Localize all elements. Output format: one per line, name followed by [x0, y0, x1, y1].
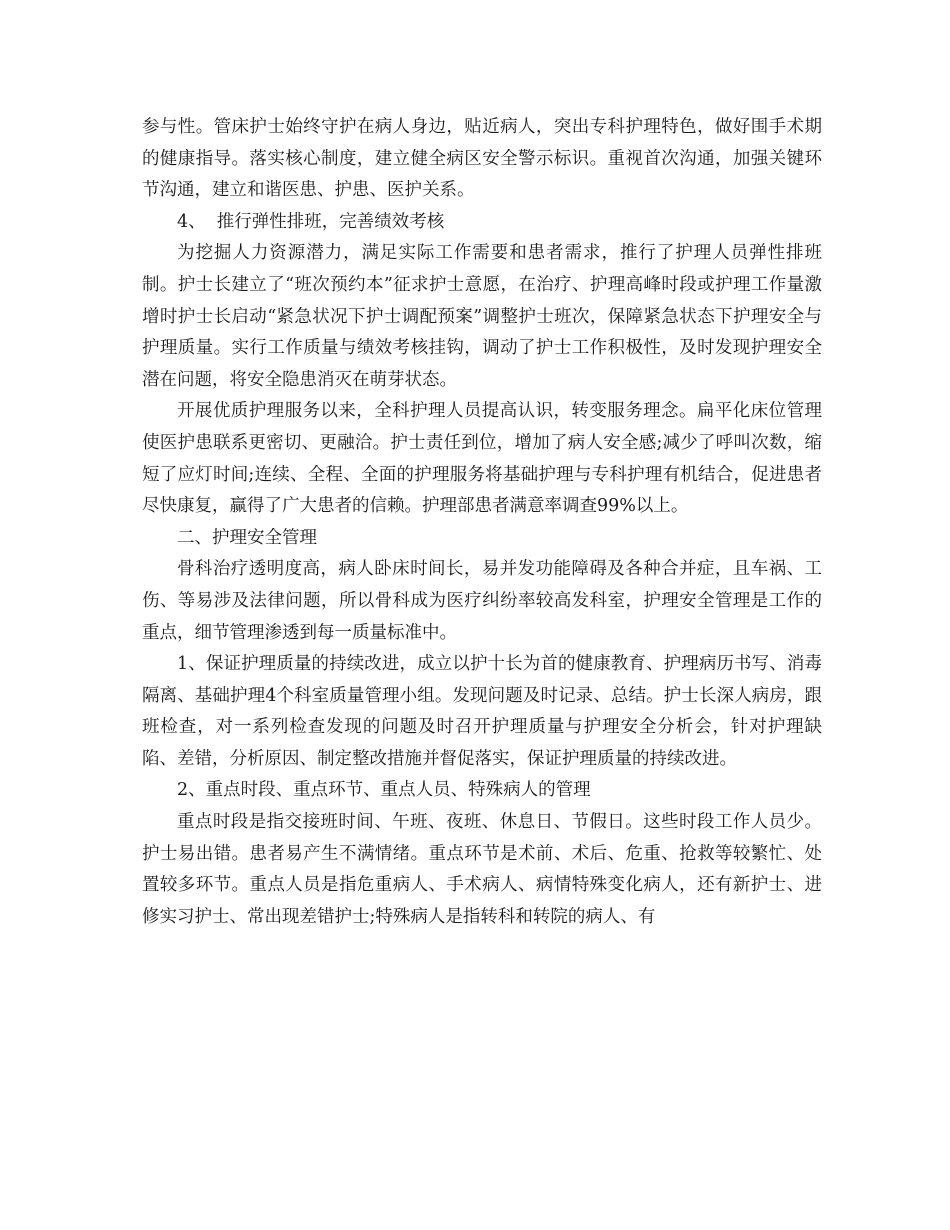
paragraph-flexible-scheduling: 为挖掘人力资源潜力，满足实际工作需要和患者需求，推行了护理人员弹性排班制。护士长建立了“班次预约本”征求护士意愿，在治疗、护理高峰时段或护理工作量激增时护士长启动“紧急状况下护士调配预案”调整护士班次，保障紧急状态下护理安全与护理质量。实行工作质量与绩效考核挂钩，调动了护士工作积极性，及时发现护理安全潜在问题，将安全隐患消灭在萌芽状态。 [142, 243, 822, 390]
paragraph-quality-service: 开展优质护理服务以来，全科护理人员提高认识，转变服务理念。扁平化床位管理使医护患联系更密切、更融洽。护士责任到位，增加了病人安全感;减少了呼叫次数，缩短了应灯时间;连续、全程、全面的护理服务将基础护理与专科护理有机结合，促进患者尽快康复，赢得了广大患者的信赖。护理部患者满意率调查99%以上。 [142, 401, 822, 517]
document-body [142, 112, 822, 933]
paragraph-quality-improvement: 1、保证护理质量的持续改进，成立以护十长为首的健康教育、护理病历书写、消毒隔离、基础护理4个科室质量管理小组。发现问题及时记录、总结。护士长深人病房，跟班检查，对一系列检查发现的问题及时召开护理质量与护理安全分析会，针对护理缺陷、差错，分析原因、制定整改措施并督促落实，保证护理质量的持续改进。 [142, 654, 822, 769]
paragraph-continuation: 参与性。管床护士始终守护在病人身边，贴近病人，突出专科护理特色，做好围手术期的健康指导。落实核心制度，建立健全病区安全警示标识。重视首次沟通，加强关键环节沟通，建立和谐医患、护患、医护关系。 [142, 117, 822, 201]
section-heading-key-periods: 2、重点时段、重点环节、重点人员、特殊病人的管理 [177, 780, 591, 801]
section-heading-flexible-scheduling: 4、 推行弹性排班，完善绩效考核 [177, 211, 445, 232]
section-heading-safety-management: 二、护理安全管理 [177, 527, 317, 548]
paragraph-orthopedics-safety: 骨科治疗透明度高，病人卧床时间长，易并发功能障碍及各种合并症，且车祸、工伤、等易涉及法律问题，所以骨科成为医疗纠纷率较高发科室，护理安全管理是工作的重点，细节管理渗透到每一质量标准中。 [142, 559, 822, 643]
paragraph-key-periods: 重点时段是指交接班时间、午班、夜班、休息日、节假日。这些时段工作人员少。护士易出错。患者易产生不满情绪。重点环节是术前、术后、危重、抢救等较繁忙、处置较多环节。重点人员是指危重病人、手术病人、病情特殊变化病人，还有新护士、进修实习护士、常出现差错护士;特殊病人是指转科和转院的病人、有 [142, 812, 822, 927]
